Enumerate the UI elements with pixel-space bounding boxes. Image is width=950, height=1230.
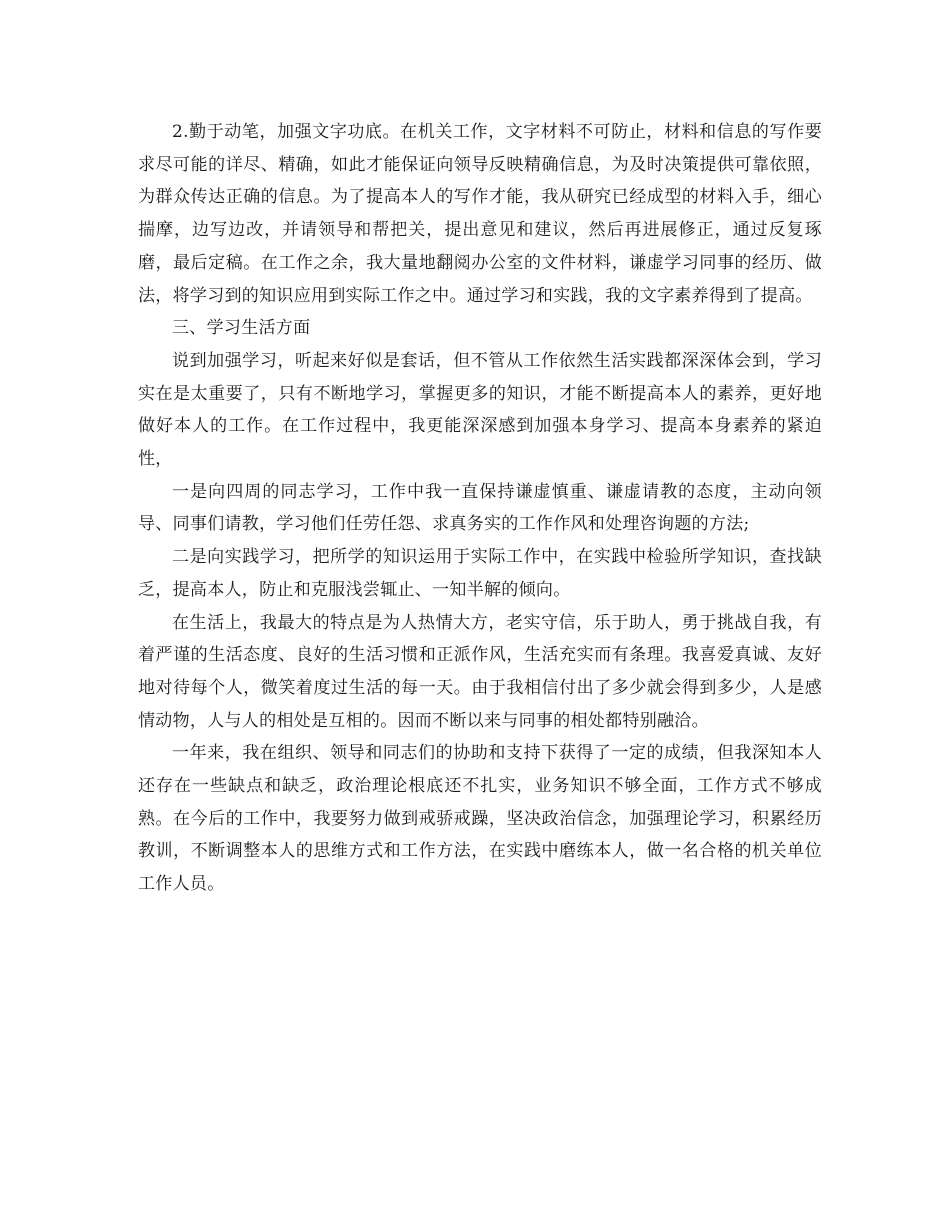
- document-body: [138, 116, 822, 901]
- paragraph-personal-life: 在生活上，我最大的特点是为人热情大方，老实守信，乐于助人，勇于挑战自我，有着严谨的生活态度、良好的生活习惯和正派作风，生活充实而有条理。我喜爱真诚、友好地对待每个人，微笑着度过生活的每一天。由于我相信付出了多少就会得到多少，人是感情动物，人与人的相处是互相的。因而不断以来与同事的相处都特别融洽。: [138, 612, 822, 731]
- paragraph-year-summary: 一年来，我在组织、领导和同志们的协助和支持下获得了一定的成绩，但我深知本人还存在一些缺点和缺乏，政治理论根底还不扎实，业务知识不够全面，工作方式不够成熟。在今后的工作中，我要努力做到戒骄戒躁，坚决政治信念，加强理论学习，积累经历教训，不断调整本人的思维方式和工作方法，在实践中磨练本人，做一名合格的机关单位工作人员。: [138, 743, 822, 895]
- paragraph-study-importance: 说到加强学习，听起来好似是套话，但不管从工作依然生活实践都深深体会到，学习实在是太重要了，只有不断地学习，掌握更多的知识，才能不断提高本人的素养，更好地做好本人的工作。在工作过程中，我更能深深感到加强本身学习、提高本身素养的紧迫性，: [138, 350, 822, 470]
- paragraph-writing-skills: 2.勤于动笔，加强文字功底。在机关工作，文字材料不可防止，材料和信息的写作要求尽可能的详尽、精确，如此才能保证向领导反映精确信息，为及时决策提供可靠依照，为群众传达正确的信息。为了提高本人的写作才能，我从研究已经成型的材料入手，细心揣摩，边写边改，并请领导和帮把关，提出意见和建议，然后再进展修正，通过反复琢磨，最后定稿。在工作之余，我大量地翻阅办公室的文件材料，谦虚学习同事的经历、做法，将学习到的知识应用到实际工作之中。通过学习和实践，我的文字素养得到了提高。: [138, 122, 822, 306]
- paragraph-learn-from-colleagues: 一是向四周的同志学习，工作中我一直保持谦虚慎重、谦虚请教的态度，主动向领导、同事们请教，学习他们任劳任怨、求真务实的工作作风和处理咨询题的方法;: [138, 481, 822, 535]
- section-heading-study-life: 三、学习生活方面: [172, 318, 311, 339]
- paragraph-learn-from-practice: 二是向实践学习，把所学的知识运用于实际工作中，在实践中检验所学知识，查找缺乏，提高本人，防止和克服浅尝辄止、一知半解的倾向。: [138, 547, 822, 600]
